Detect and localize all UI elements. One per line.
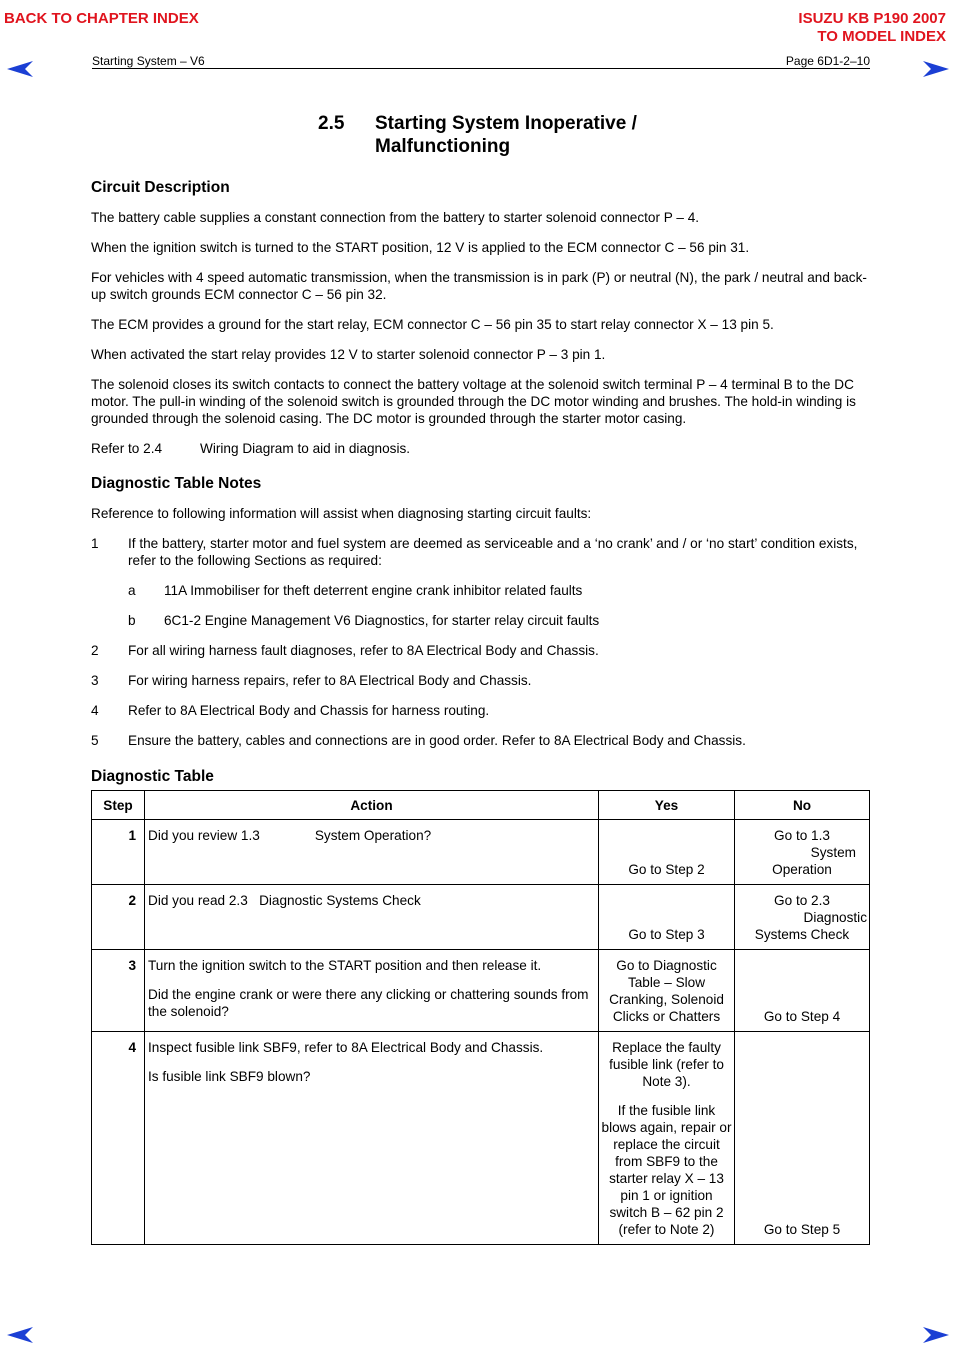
action-text: Turn the ignition switch to the START position and then release it. xyxy=(148,958,542,973)
circuit-paragraph: For vehicles with 4 speed automatic transmission, when the transmission is in park (P) or neutral (N), the park / neutral and back-up switch grounds ECM connector C – 56 pin 32. xyxy=(91,270,867,302)
no-cell xyxy=(735,950,870,1032)
table-row xyxy=(92,820,870,885)
no-link[interactable]: Diagnostic xyxy=(803,910,867,925)
page-content xyxy=(91,178,871,1245)
running-header-section: Starting System – V6 xyxy=(92,54,205,68)
step-number: 2 xyxy=(92,885,145,950)
no-text: Go to 2.3 xyxy=(774,893,830,908)
no-link[interactable]: Operation xyxy=(772,862,832,877)
table-row xyxy=(92,950,870,1032)
action-cell xyxy=(145,950,599,1032)
circuit-description-heading: Circuit Description xyxy=(91,179,230,196)
step-number: 4 xyxy=(92,1032,145,1245)
diagnostic-notes-heading: Diagnostic Table Notes xyxy=(91,475,262,492)
notes-intro: Reference to following information will assist when diagnosing starting circuit faults: xyxy=(91,506,592,521)
note-sub-text: 11A Immobiliser for theft deterrent engine crank inhibitor related faults xyxy=(164,583,583,598)
yes-cell xyxy=(599,1032,735,1245)
yes-text: Go to Step 2 xyxy=(628,862,705,877)
action-cell xyxy=(145,885,599,950)
to-model-index-link[interactable] xyxy=(798,10,946,46)
model-title: ISUZU KB P190 2007 xyxy=(798,10,946,27)
note-subitem xyxy=(128,582,871,599)
action-cell xyxy=(145,820,599,885)
no-link[interactable]: Systems Check xyxy=(754,927,850,942)
note-item xyxy=(91,535,871,569)
to-model-index-label: TO MODEL INDEX xyxy=(817,28,946,45)
note-text: For all wiring harness fault diagnoses, refer to 8A Electrical Body and Chassis. xyxy=(128,643,599,658)
note-text: If the battery, starter motor and fuel system are deemed as serviceable and a ‘no crank’ and / or ‘no start’ condition exists, refer to the following Sections as required: xyxy=(128,536,858,568)
note-subitem xyxy=(128,612,871,629)
note-text: For wiring harness repairs, refer to 8A Electrical Body and Chassis. xyxy=(128,673,532,688)
diagnostic-table-heading: Diagnostic Table xyxy=(91,768,214,785)
no-link[interactable]: System xyxy=(810,845,856,860)
column-header-no: No xyxy=(735,791,870,820)
yes-text: If the fusible link blows again, repair or replace the circuit from SBF9 to the starter relay X – 13 pin 1 or ignition switch B – 62 pin 2 (refer to Note 2) xyxy=(601,1103,732,1237)
note-item xyxy=(91,732,871,749)
action-text: Did you review 1.3 xyxy=(148,828,260,843)
previous-page-arrow-icon[interactable] xyxy=(6,60,34,78)
note-item xyxy=(91,702,871,719)
circuit-paragraph: The solenoid closes its switch contacts to connect the battery voltage at the solenoid switch terminal P – 4 terminal B to the DC motor. The pull-in winding of the solenoid switch is grounded through the DC motor winding and brushes. The hold-in winding is grounded through the solenoid casing. The DC motor is grounded through the starter motor casing. xyxy=(91,377,856,426)
action-question: Is fusible link SBF9 blown? xyxy=(148,1069,311,1084)
yes-text: Go to Step 3 xyxy=(628,927,705,942)
column-header-action: Action xyxy=(145,791,599,820)
table-row xyxy=(92,1032,870,1245)
yes-cell xyxy=(599,950,735,1032)
note-text: Refer to 8A Electrical Body and Chassis for harness routing. xyxy=(128,703,490,718)
yes-text: Replace the faulty fusible link (refer to Note 3). xyxy=(609,1040,724,1089)
circuit-paragraph: When the ignition switch is turned to the START position, 12 V is applied to the ECM connector C – 56 pin 31. xyxy=(91,240,750,255)
header-divider xyxy=(92,68,870,69)
no-text: Go to Step 4 xyxy=(763,1009,841,1024)
action-cell xyxy=(145,1032,599,1245)
no-text: Go to Step 5 xyxy=(763,1222,841,1237)
note-sub-letter: b xyxy=(128,613,136,628)
step-number: 3 xyxy=(92,950,145,1032)
table-header-row xyxy=(92,791,870,820)
action-link[interactable]: Diagnostic Systems Check xyxy=(259,893,421,908)
column-header-step: Step xyxy=(92,791,145,820)
note-text: Ensure the battery, cables and connections are in good order. Refer to 8A Electrical Body and Chassis. xyxy=(128,733,746,748)
yes-cell xyxy=(599,820,735,885)
circuit-paragraph: The ECM provides a ground for the start relay, ECM connector C – 56 pin 35 to start relay connector X – 13 pin 5. xyxy=(91,317,774,332)
no-cell xyxy=(735,1032,870,1245)
note-item xyxy=(91,642,871,659)
step-number: 1 xyxy=(92,820,145,885)
action-question: Did the engine crank or were there any clicking or chattering sounds from the solenoid? xyxy=(148,987,589,1019)
next-page-arrow-icon-bottom[interactable] xyxy=(922,1326,950,1344)
refer-line xyxy=(91,440,871,457)
note-number: 5 xyxy=(91,733,99,748)
action-text: Did you read 2.3 xyxy=(148,893,248,908)
action-text: Inspect fusible link SBF9, refer to 8A Electrical Body and Chassis. xyxy=(148,1040,544,1055)
no-cell xyxy=(735,885,870,950)
page-title xyxy=(318,112,637,158)
section-number: 2.5 xyxy=(318,113,345,134)
note-number: 1 xyxy=(91,536,99,551)
note-sub-text: 6C1-2 Engine Management V6 Diagnostics, for starter relay circuit faults xyxy=(164,613,600,628)
yes-link[interactable]: Go to Diagnostic Table – Slow Cranking, Solenoid Clicks or Chatters xyxy=(609,958,724,1024)
yes-cell xyxy=(599,885,735,950)
refer-section: Refer to 2.4 xyxy=(91,441,163,456)
note-number: 2 xyxy=(91,643,99,658)
note-number: 3 xyxy=(91,673,99,688)
column-header-yes: Yes xyxy=(599,791,735,820)
table-row xyxy=(92,885,870,950)
note-item xyxy=(91,672,871,689)
back-to-chapter-index-link[interactable]: BACK TO CHAPTER INDEX xyxy=(4,10,199,27)
next-page-arrow-icon[interactable] xyxy=(922,60,950,78)
refer-wiring-diagram-link[interactable]: Wiring Diagram to aid in diagnosis. xyxy=(200,441,411,456)
action-link[interactable]: System Operation? xyxy=(314,828,432,843)
diagnostic-table xyxy=(91,790,870,1245)
circuit-paragraph: When activated the start relay provides 12 V to starter solenoid connector P – 3 pin 1. xyxy=(91,347,606,362)
running-header-page: Page 6D1-2–10 xyxy=(785,54,870,68)
note-sub-letter: a xyxy=(128,583,136,598)
circuit-paragraph: The battery cable supplies a constant connection from the battery to starter solenoid connector P – 4. xyxy=(91,210,700,225)
no-cell xyxy=(735,820,870,885)
title-line-1: Starting System Inoperative / xyxy=(375,113,637,134)
note-number: 4 xyxy=(91,703,99,718)
no-text: Go to 1.3 xyxy=(774,828,830,843)
previous-page-arrow-icon-bottom[interactable] xyxy=(6,1326,34,1344)
title-line-2: Malfunctioning xyxy=(375,136,511,157)
